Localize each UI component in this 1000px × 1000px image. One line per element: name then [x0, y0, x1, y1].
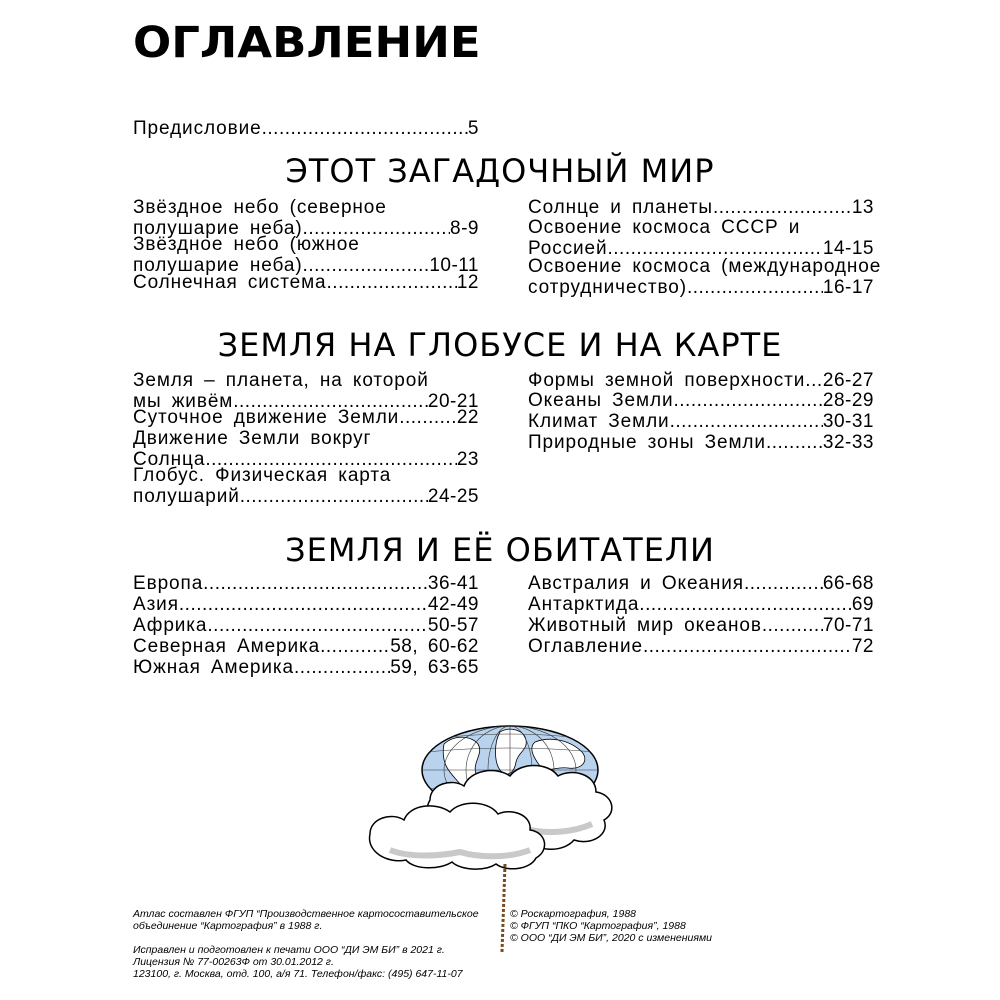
- imprint-line: объединение “Картография” в 1988 г.: [133, 920, 323, 932]
- toc-entry[interactable]: [133, 615, 479, 636]
- toc-entry[interactable]: [528, 594, 874, 615]
- dot-leader: [399, 407, 457, 428]
- toc-entry[interactable]: [133, 657, 479, 678]
- dot-leader: [766, 432, 823, 453]
- toc-entry-page: 8-9: [450, 218, 479, 239]
- toc-entry-label: Антарктида: [528, 594, 640, 615]
- toc-entry[interactable]: [528, 390, 874, 411]
- toc-entry-preface[interactable]: [133, 118, 479, 139]
- toc-entry-page: 59, 63-65: [390, 657, 479, 678]
- copyright-block: [510, 908, 770, 944]
- toc-entry-page: 16-17: [822, 277, 874, 298]
- dot-leader: [643, 636, 852, 657]
- dot-leader: [320, 636, 390, 657]
- toc-entry-page: 28-29: [822, 390, 874, 411]
- section-title: ЗЕМЛЯ НА ГЛОБУСЕ И НА КАРТЕ: [217, 326, 783, 364]
- dot-leader: [744, 573, 823, 594]
- imprint-line: Исправлен и подготовлен к печати ООО “ДИ ЭМ БИ” в 2021 г.: [133, 944, 445, 956]
- toc-entry-label: полушарий: [133, 486, 240, 507]
- copyright-line: © ФГУП “ПКО “Картография”, 1988: [510, 920, 686, 932]
- imprint-line: Лицензия № 77-00263Ф от 30.01.2012 г.: [133, 956, 334, 968]
- toc-entry-label: Предисловие: [133, 118, 262, 139]
- toc-entry-page: 69: [851, 594, 874, 615]
- toc-entry[interactable]: [133, 197, 479, 239]
- dot-leader: [294, 657, 390, 678]
- page-title: ОГЛАВЛЕНИЕ: [133, 16, 481, 68]
- toc-entry[interactable]: [528, 370, 874, 391]
- toc-entry-page: 26-27: [822, 370, 874, 391]
- dot-leader: [762, 615, 823, 636]
- section-title: ЭТОТ ЗАГАДОЧНЫЙ МИР: [285, 152, 715, 190]
- toc-entry[interactable]: [133, 465, 479, 507]
- toc-entry-label: Земля – планета, на которой: [133, 370, 429, 391]
- toc-entry-page: 72: [851, 636, 874, 657]
- toc-entry-page: 23: [456, 449, 479, 470]
- toc-entry-label: Россией: [528, 238, 608, 259]
- imprint-line: Атлас составлен ФГУП “Производственное картосоставительское: [133, 908, 479, 920]
- toc-entry-page: 14-15: [822, 238, 874, 259]
- toc-entry-page: 32-33: [822, 432, 874, 453]
- dot-leader: [327, 272, 457, 293]
- dot-leader: [207, 615, 427, 636]
- toc-entry-label: Животный мир океанов: [528, 615, 762, 636]
- dot-leader: [713, 197, 852, 218]
- toc-entry-label: Солнца: [133, 449, 206, 470]
- section-title: ЗЕМЛЯ И ЕЁ ОБИТАТЕЛИ: [285, 531, 715, 569]
- toc-entry-label: полушарие неба): [133, 218, 303, 239]
- toc-entry[interactable]: [528, 256, 882, 298]
- dot-leader: [262, 118, 468, 139]
- toc-entry[interactable]: [528, 217, 874, 259]
- toc-entry-page: 22: [456, 407, 479, 428]
- toc-entry-page: 24-25: [427, 486, 479, 507]
- dot-leader: [240, 486, 428, 507]
- toc-entry[interactable]: [133, 594, 479, 615]
- toc-entry-label: Океаны Земли: [528, 390, 674, 411]
- toc-entry-page: 50-57: [427, 615, 479, 636]
- toc-entry[interactable]: [528, 197, 874, 218]
- toc-entry-label: Европа: [133, 573, 204, 594]
- toc-entry-label: Освоение космоса (международное: [528, 256, 882, 277]
- dot-leader: [179, 594, 428, 615]
- toc-entry-page: 30-31: [822, 411, 874, 432]
- toc-entry-label: Природные зоны Земли: [528, 432, 766, 453]
- toc-entry-label: Суточное движение Земли: [133, 407, 400, 428]
- copyright-line: © ООО “ДИ ЭМ БИ”, 2020 с изменениями: [510, 932, 712, 944]
- imprint-left: [133, 908, 503, 980]
- toc-entry-page: 58, 60-62: [390, 636, 479, 657]
- toc-entry-label: Северная Америка: [133, 636, 321, 657]
- cloud-icon: [370, 766, 612, 870]
- toc-entry-page: 5: [467, 118, 479, 139]
- toc-entry[interactable]: [133, 636, 479, 657]
- dot-leader: [203, 573, 428, 594]
- imprint-line: 123100, г. Москва, отд. 100, а/я 71. Телефон/факс: (495) 647-11-07: [133, 968, 463, 980]
- toc-entry[interactable]: [133, 234, 479, 276]
- toc-entry-label: Солнечная система: [133, 272, 327, 293]
- toc-entry[interactable]: [528, 636, 874, 657]
- toc-entry-page: 36-41: [427, 573, 479, 594]
- toc-entry-label: Австралия и Океания: [528, 573, 744, 594]
- toc-entry[interactable]: [133, 407, 479, 428]
- toc-entry[interactable]: [528, 615, 874, 636]
- toc-entry-page: 10-11: [429, 255, 479, 276]
- toc-entry-label: Африка: [133, 615, 208, 636]
- toc-entry-label: Глобус. Физическая карта: [133, 465, 392, 486]
- toc-entry-label: мы живём: [133, 391, 234, 412]
- toc-entry-label: Движение Земли вокруг: [133, 428, 372, 449]
- dot-leader: [670, 411, 823, 432]
- toc-entry-label: сотрудничество): [528, 277, 687, 298]
- toc-entry-label: Формы земной поверхности: [528, 370, 806, 391]
- toc-entry-page: 42-49: [427, 594, 479, 615]
- toc-entry[interactable]: [133, 272, 479, 293]
- dot-leader: [687, 277, 823, 298]
- toc-entry-label: Оглавление: [528, 636, 643, 657]
- toc-entry[interactable]: [133, 428, 479, 470]
- toc-entry-page: 66-68: [822, 573, 874, 594]
- dot-leader: [639, 594, 852, 615]
- toc-entry-label: Освоение космоса СССР и: [528, 217, 801, 238]
- toc-entry-page: 20-21: [427, 391, 479, 412]
- copyright-line: © Роскартография, 1988: [510, 908, 637, 920]
- toc-entry-label: Азия: [133, 594, 179, 615]
- toc-entry[interactable]: [133, 370, 479, 412]
- toc-entry[interactable]: [528, 432, 874, 453]
- toc-entry[interactable]: [133, 573, 479, 594]
- toc-entry-label: Южная Америка: [133, 657, 295, 678]
- toc-entry-page: 12: [456, 272, 479, 293]
- toc-entry-label: Звёздное небо (северное: [133, 197, 387, 218]
- dot-leader: [805, 370, 823, 391]
- toc-entry-page: 70-71: [822, 615, 874, 636]
- toc-entry-page: 13: [851, 197, 874, 218]
- toc-entry[interactable]: [528, 573, 874, 594]
- dot-leader: [673, 390, 822, 411]
- toc-entry-label: Звёздное небо (южное: [133, 234, 360, 255]
- toc-entry-label: Солнце и планеты: [528, 197, 713, 218]
- toc-entry-label: Климат Земли: [528, 411, 670, 432]
- toc-entry[interactable]: [528, 411, 874, 432]
- toc-entry-label: полушарие неба): [133, 255, 303, 276]
